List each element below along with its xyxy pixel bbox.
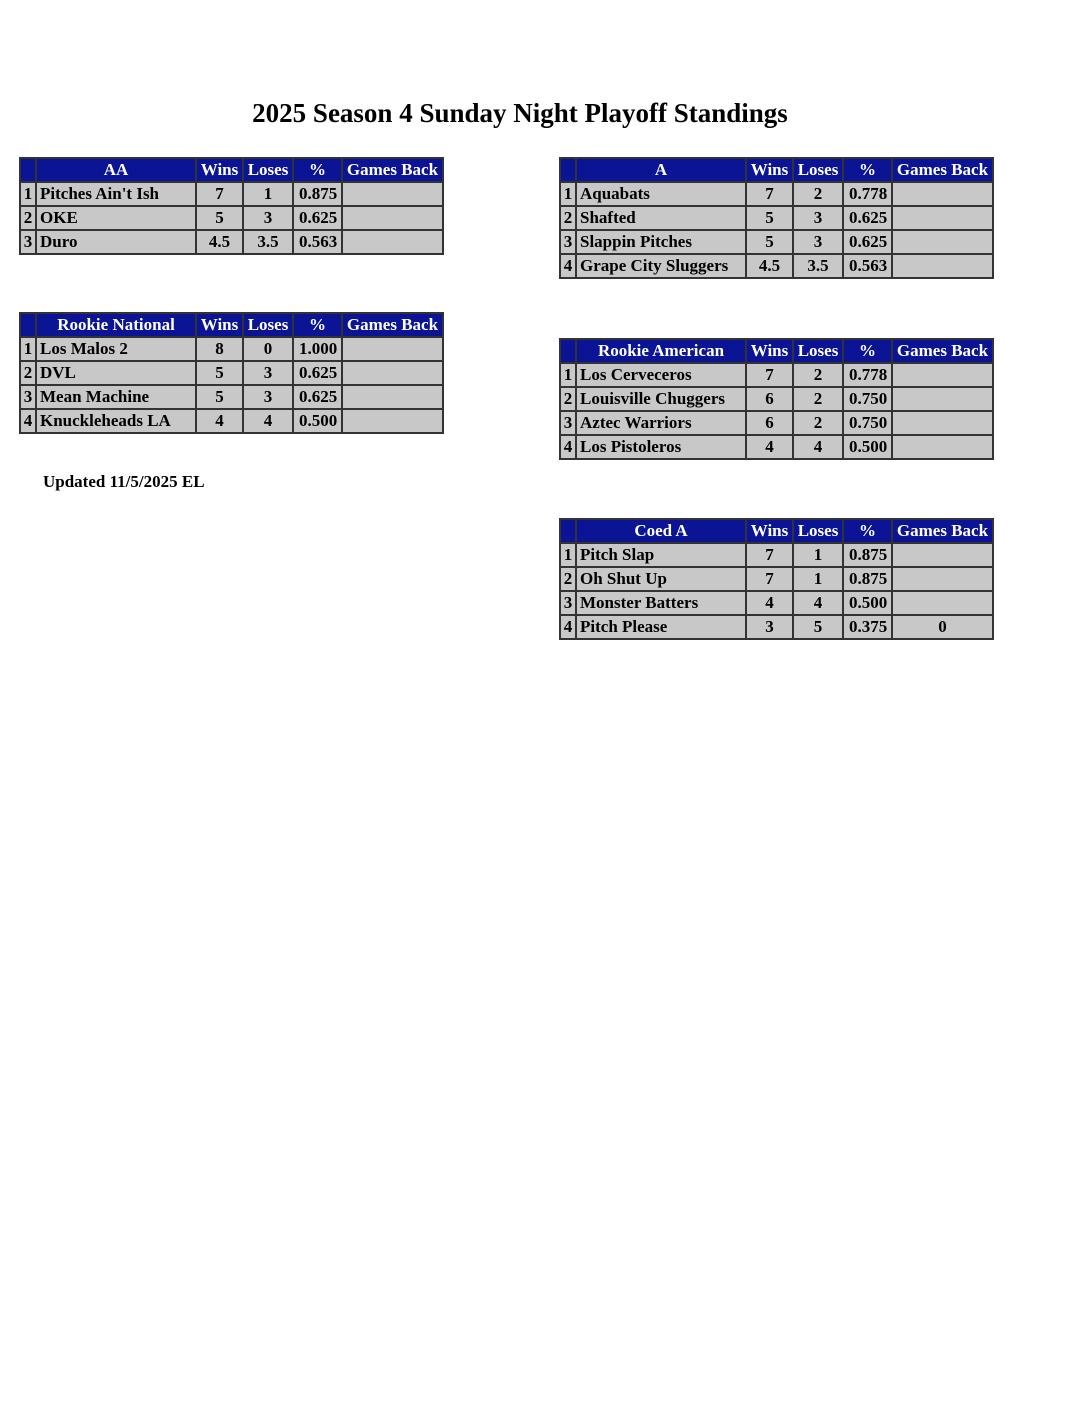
table-row [20, 385, 443, 409]
games-back-cell [892, 206, 993, 230]
table-row [560, 230, 993, 254]
division-header: Rookie American [576, 339, 746, 363]
wins-header: Wins [746, 158, 793, 182]
wins-cell: 7 [196, 182, 243, 206]
table-row [560, 411, 993, 435]
loses-cell: 2 [793, 363, 843, 387]
wins-cell: 7 [746, 567, 793, 591]
table-row [20, 230, 443, 254]
games-back-cell [342, 409, 443, 433]
page-title: 2025 Season 4 Sunday Night Playoff Standings [252, 98, 788, 128]
games-back-cell [892, 387, 993, 411]
team-cell: Duro [36, 230, 196, 254]
rank-cell: 2 [20, 206, 36, 230]
wins-cell: 4.5 [196, 230, 243, 254]
pct-cell: 0.500 [293, 409, 342, 433]
team-cell: Knuckleheads LA [36, 409, 196, 433]
games-back-cell [892, 363, 993, 387]
rank-header [560, 339, 576, 363]
table-row [560, 615, 993, 639]
games-back-cell [342, 230, 443, 254]
team-cell: Los Malos 2 [36, 337, 196, 361]
table-row [20, 409, 443, 433]
rank-cell: 1 [560, 182, 576, 206]
games-back-header: Games Back [342, 313, 443, 337]
wins-cell: 4.5 [746, 254, 793, 278]
loses-header: Loses [243, 158, 293, 182]
rank-cell: 4 [560, 254, 576, 278]
loses-cell: 3 [243, 385, 293, 409]
rank-cell: 2 [20, 361, 36, 385]
table-row [20, 206, 443, 230]
rank-cell: 2 [560, 567, 576, 591]
pct-header: % [843, 158, 892, 182]
team-cell: Grape City Sluggers [576, 254, 746, 278]
pct-cell: 0.500 [843, 591, 892, 615]
rank-cell: 3 [20, 385, 36, 409]
pct-cell: 0.625 [843, 230, 892, 254]
games-back-header: Games Back [892, 339, 993, 363]
rank-cell: 2 [560, 206, 576, 230]
wins-cell: 5 [196, 385, 243, 409]
pct-cell: 0.778 [843, 182, 892, 206]
pct-cell: 0.750 [843, 411, 892, 435]
division-header: A [576, 158, 746, 182]
pct-cell: 0.563 [293, 230, 342, 254]
wins-cell: 5 [746, 206, 793, 230]
pct-cell: 0.625 [843, 206, 892, 230]
pct-header: % [293, 158, 342, 182]
division-header: Coed A [576, 519, 746, 543]
games-back-cell [342, 182, 443, 206]
loses-cell: 3 [793, 230, 843, 254]
games-back-cell [892, 591, 993, 615]
team-cell: Pitches Ain't Ish [36, 182, 196, 206]
rank-cell: 2 [560, 387, 576, 411]
rank-cell: 3 [560, 411, 576, 435]
loses-cell: 3 [243, 206, 293, 230]
wins-cell: 7 [746, 182, 793, 206]
updated-note: Updated 11/5/2025 EL [43, 472, 205, 491]
loses-cell: 3 [243, 361, 293, 385]
standings-table-rookie-national [19, 312, 444, 434]
loses-header: Loses [793, 339, 843, 363]
wins-cell: 4 [746, 591, 793, 615]
games-back-cell [892, 254, 993, 278]
wins-cell: 5 [196, 361, 243, 385]
table-header-row [560, 158, 993, 182]
table-row [560, 543, 993, 567]
team-cell: DVL [36, 361, 196, 385]
pct-cell: 0.875 [843, 543, 892, 567]
wins-cell: 6 [746, 387, 793, 411]
loses-cell: 4 [793, 591, 843, 615]
table-header-row [20, 158, 443, 182]
wins-header: Wins [196, 313, 243, 337]
pct-header: % [843, 339, 892, 363]
table-row [20, 182, 443, 206]
standings-table-aa [19, 157, 444, 255]
pct-header: % [843, 519, 892, 543]
table-row [560, 387, 993, 411]
pct-cell: 0.778 [843, 363, 892, 387]
loses-cell: 3 [793, 206, 843, 230]
games-back-cell [892, 567, 993, 591]
pct-cell: 0.563 [843, 254, 892, 278]
rank-cell: 3 [560, 591, 576, 615]
wins-header: Wins [746, 339, 793, 363]
wins-cell: 7 [746, 363, 793, 387]
wins-cell: 7 [746, 543, 793, 567]
table-header-row [560, 519, 993, 543]
rank-cell: 4 [560, 615, 576, 639]
games-back-cell [892, 435, 993, 459]
rank-header [20, 313, 36, 337]
games-back-cell [342, 361, 443, 385]
pct-cell: 0.500 [843, 435, 892, 459]
team-cell: Mean Machine [36, 385, 196, 409]
wins-cell: 6 [746, 411, 793, 435]
team-cell: Shafted [576, 206, 746, 230]
team-cell: Los Cerveceros [576, 363, 746, 387]
table-row [560, 254, 993, 278]
rank-header [560, 519, 576, 543]
loses-cell: 3.5 [793, 254, 843, 278]
loses-cell: 2 [793, 411, 843, 435]
wins-cell: 8 [196, 337, 243, 361]
team-cell: Los Pistoleros [576, 435, 746, 459]
team-cell: Pitch Slap [576, 543, 746, 567]
pct-header: % [293, 313, 342, 337]
loses-cell: 1 [793, 543, 843, 567]
loses-cell: 2 [793, 387, 843, 411]
pct-cell: 0.625 [293, 206, 342, 230]
pct-cell: 1.000 [293, 337, 342, 361]
rank-cell: 4 [560, 435, 576, 459]
loses-cell: 1 [243, 182, 293, 206]
loses-cell: 1 [793, 567, 843, 591]
rank-cell: 1 [20, 337, 36, 361]
games-back-cell [342, 337, 443, 361]
team-cell: Aquabats [576, 182, 746, 206]
wins-cell: 4 [746, 435, 793, 459]
wins-cell: 5 [746, 230, 793, 254]
division-header: AA [36, 158, 196, 182]
loses-cell: 5 [793, 615, 843, 639]
table-row [560, 567, 993, 591]
games-back-header: Games Back [892, 519, 993, 543]
standings-table-coed-a [559, 518, 994, 640]
wins-header: Wins [196, 158, 243, 182]
table-row [560, 591, 993, 615]
table-row [560, 206, 993, 230]
games-back-cell [342, 206, 443, 230]
pct-cell: 0.875 [843, 567, 892, 591]
pct-cell: 0.875 [293, 182, 342, 206]
loses-cell: 0 [243, 337, 293, 361]
table-row [560, 363, 993, 387]
team-cell: Monster Batters [576, 591, 746, 615]
loses-header: Loses [793, 158, 843, 182]
table-row [560, 182, 993, 206]
loses-header: Loses [793, 519, 843, 543]
rank-header [20, 158, 36, 182]
standings-table-rookie-american [559, 338, 994, 460]
wins-header: Wins [746, 519, 793, 543]
games-back-cell [892, 543, 993, 567]
table-row [560, 435, 993, 459]
loses-cell: 4 [243, 409, 293, 433]
standings-table-a [559, 157, 994, 279]
pct-cell: 0.625 [293, 361, 342, 385]
rank-cell: 3 [20, 230, 36, 254]
rank-cell: 1 [560, 543, 576, 567]
wins-cell: 5 [196, 206, 243, 230]
rank-cell: 1 [560, 363, 576, 387]
games-back-cell [892, 230, 993, 254]
team-cell: Louisville Chuggers [576, 387, 746, 411]
games-back-header: Games Back [892, 158, 993, 182]
table-header-row [560, 339, 993, 363]
games-back-cell [892, 411, 993, 435]
wins-cell: 4 [196, 409, 243, 433]
rank-header [560, 158, 576, 182]
pct-cell: 0.750 [843, 387, 892, 411]
games-back-cell [342, 385, 443, 409]
games-back-cell: 0 [892, 615, 993, 639]
games-back-header: Games Back [342, 158, 443, 182]
loses-header: Loses [243, 313, 293, 337]
rank-cell: 4 [20, 409, 36, 433]
table-header-row [20, 313, 443, 337]
table-row [20, 337, 443, 361]
team-cell: Pitch Please [576, 615, 746, 639]
pct-cell: 0.375 [843, 615, 892, 639]
team-cell: OKE [36, 206, 196, 230]
table-row [20, 361, 443, 385]
pct-cell: 0.625 [293, 385, 342, 409]
loses-cell: 2 [793, 182, 843, 206]
team-cell: Aztec Warriors [576, 411, 746, 435]
rank-cell: 3 [560, 230, 576, 254]
loses-cell: 4 [793, 435, 843, 459]
games-back-cell [892, 182, 993, 206]
wins-cell: 3 [746, 615, 793, 639]
team-cell: Oh Shut Up [576, 567, 746, 591]
rank-cell: 1 [20, 182, 36, 206]
team-cell: Slappin Pitches [576, 230, 746, 254]
loses-cell: 3.5 [243, 230, 293, 254]
division-header: Rookie National [36, 313, 196, 337]
